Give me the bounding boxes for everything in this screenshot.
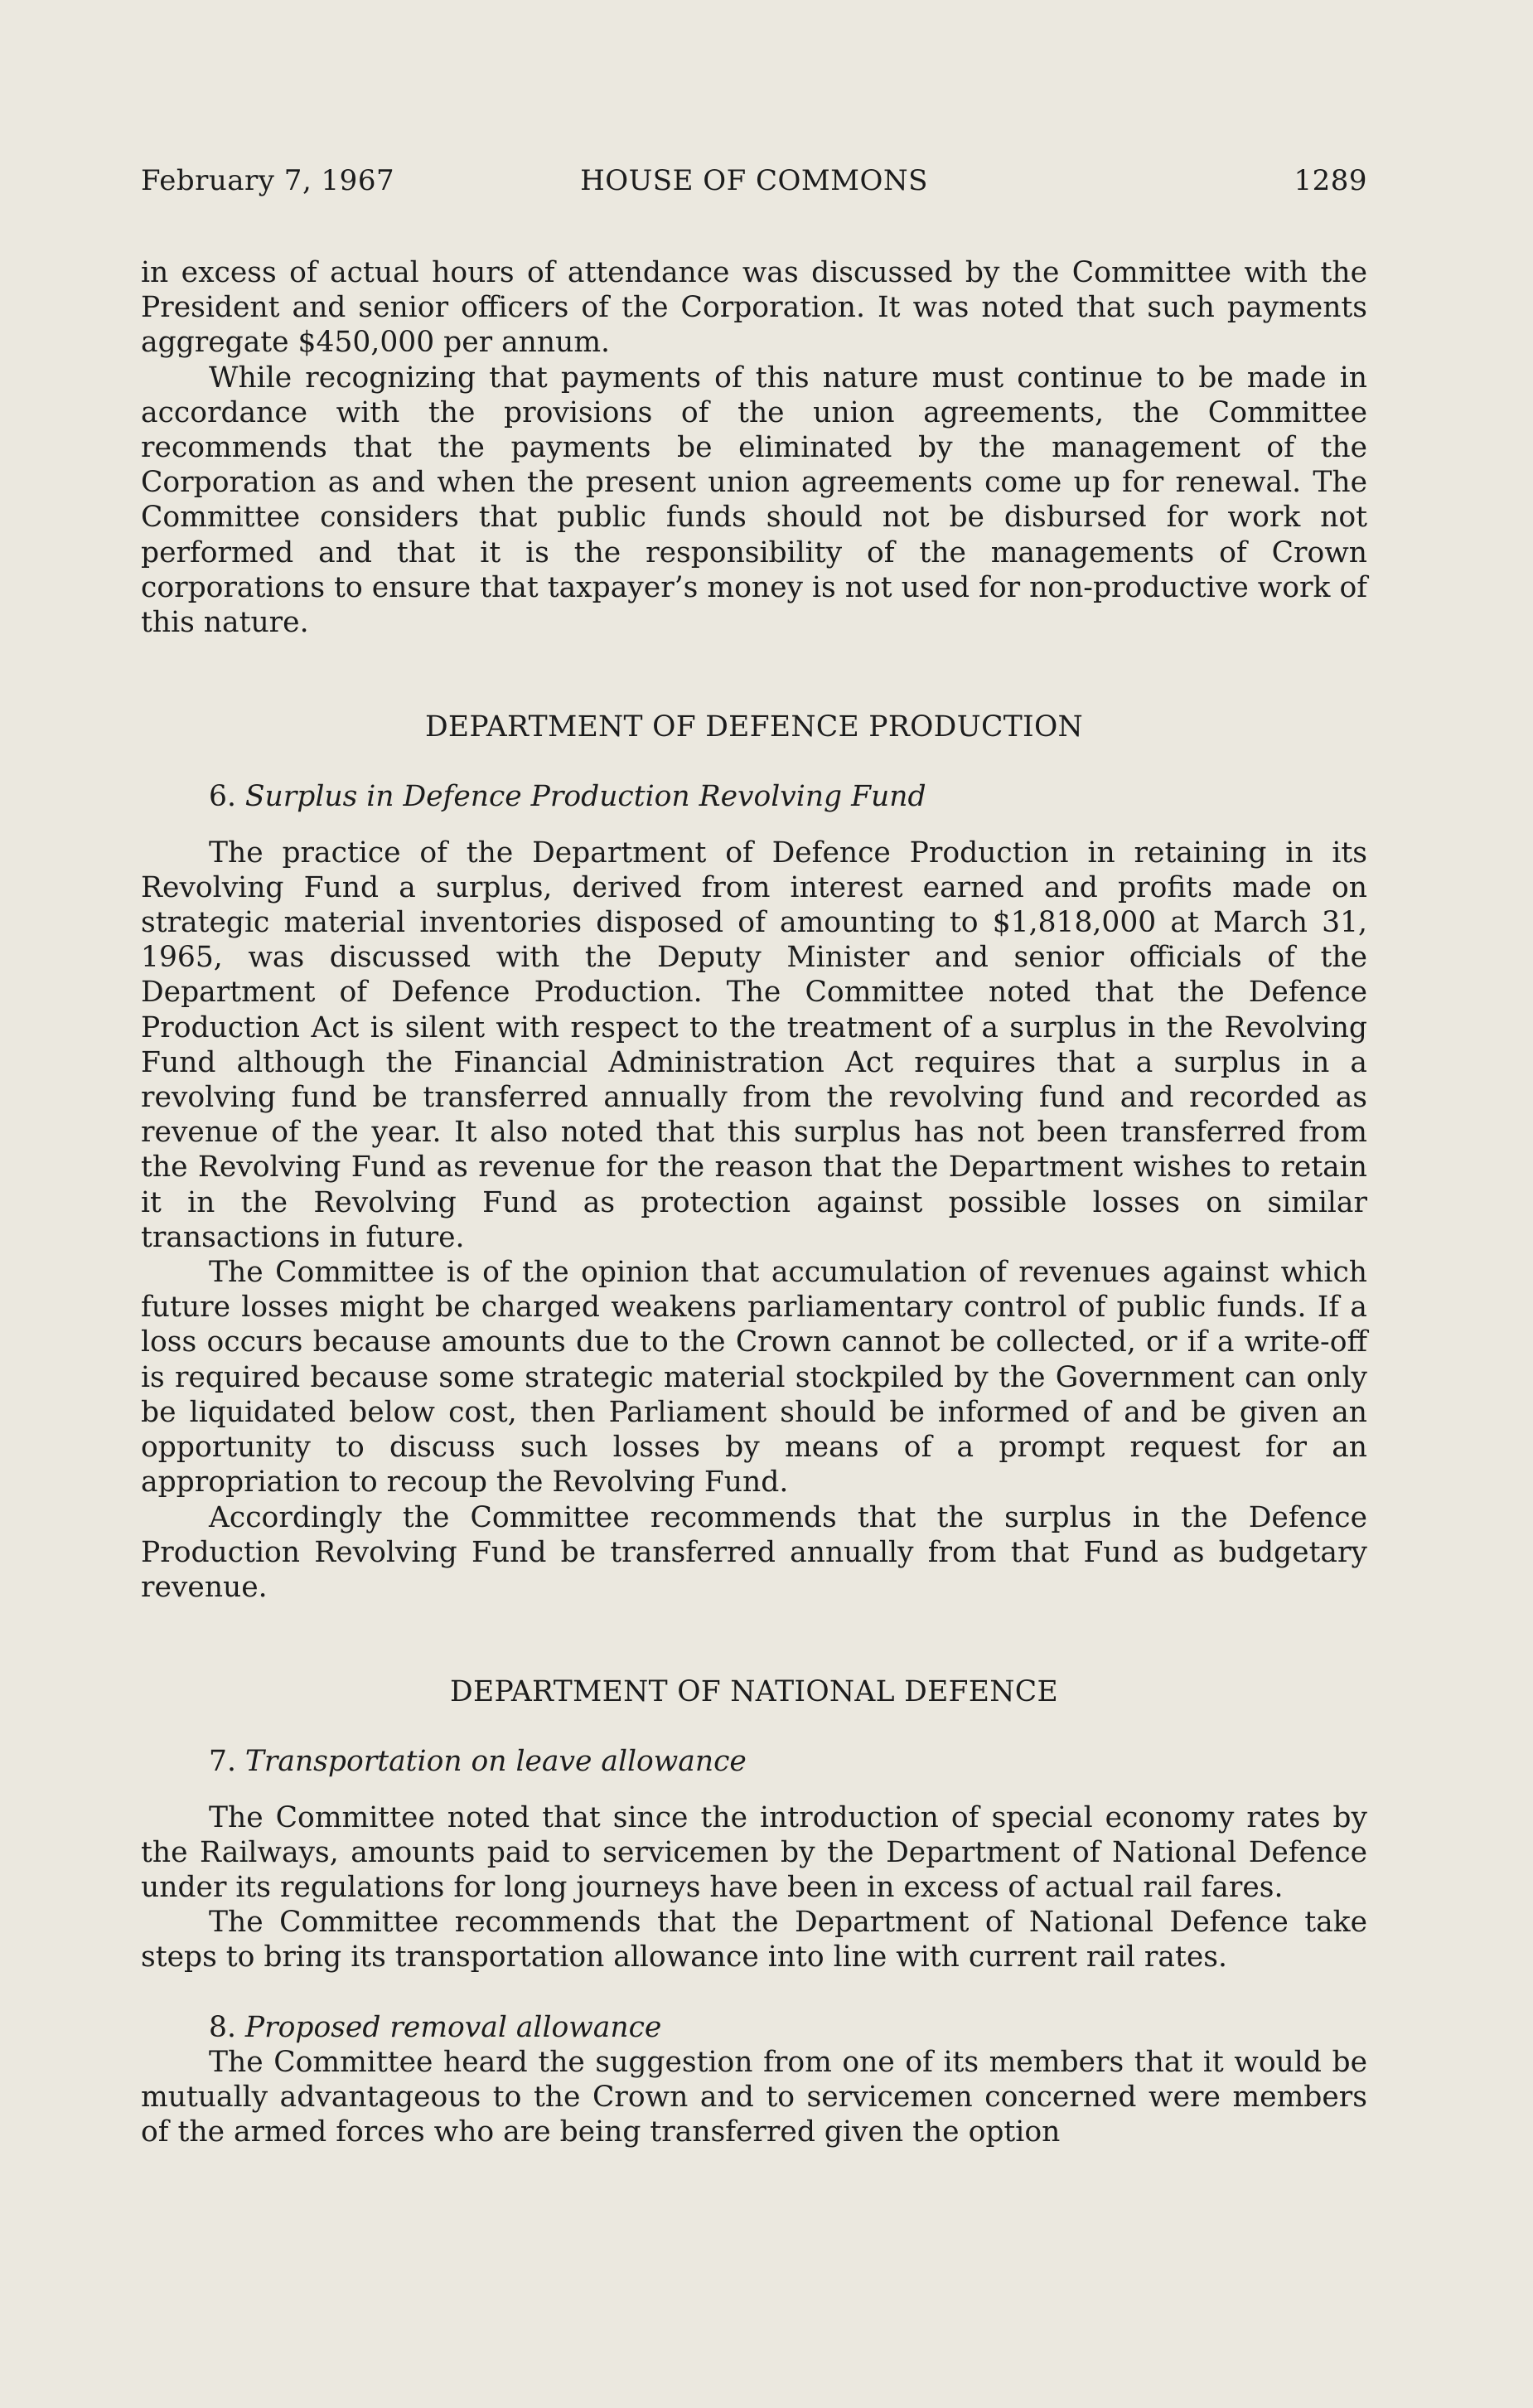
item-6-paragraph-1: The practice of the Department of Defence Production in retaining in its Revolving Fund a surplus, derived from interest earned and profits made on strategic material inventories disposed of amounting to $1,818,000 at March 31, 1965, was discussed with the Deputy Minister and senior officials of the Department of Defence Production. The Committee noted that the Defence Production Act is silent with respect to the treatment of a surplus in the Revolving Fund although the Financial Administration Act requires that a surplus in a revolving fund be transferred annually from the revolving fund and recorded as revenue of the year. It also noted that this surplus has not been transferred from the Revolving Fund as revenue for the reason that the Department wishes to retain it in the Revolving Fund as protection against possible losses on similar transactions in future. [141,836,1367,1254]
item-6-number: 6. [209,780,236,814]
header-date: February 7, 1967 [141,164,395,197]
item-8-number: 8. [209,2010,236,2044]
intro-paragraph-1: in excess of actual hours of attendance was discussed by the Committee with the President and senior officers of the Corporation. It was noted that such payments aggregate $450,000 per annum. [141,256,1367,360]
item-8-title: Proposed removal allowance [244,2010,662,2044]
item-6-heading [141,779,1367,814]
header-title: HOUSE OF COMMONS [580,164,928,197]
item-8-heading [141,2010,1367,2045]
item-7-paragraph-2: The Committee recommends that the Department of National Defence take steps to bring its transportation allowance into line with current rail rates. [141,1906,1367,1974]
section-heading-national-defence: DEPARTMENT OF NATIONAL DEFENCE [450,1675,1058,1709]
item-7-heading [141,1744,1367,1779]
item-7-paragraph-1: The Committee noted that since the introduction of special economy rates by the Railways, amounts paid to servicemen by the Department of National Defence under its regulations for long journeys have been in excess of actual rail fares. [141,1800,1367,1904]
item-7-title: Transportation on leave allowance [244,1745,747,1779]
item-8-paragraph-1: The Committee heard the suggestion from one of its members that it would be mutually advantageous to the Crown and to servicemen concerned were members of the armed forces who are being transferred given the option [141,2045,1367,2149]
running-header [141,164,1367,206]
intro-paragraph-2: While recognizing that payments of this nature must continue to be made in accordance with the provisions of the union agreements, the Committee recommends that the payments be eliminated by the management of the Corporation as and when the present union agreements come up for renewal. The Committee considers that public funds should not be disbursed for work not performed and that it is the responsibility of the managements of Crown corporations to ensure that taxpayer’s money is not used for non-productive work of this nature. [141,361,1367,640]
section-heading-defence-production: DEPARTMENT OF DEFENCE PRODUCTION [424,710,1084,744]
item-7-number: 7. [209,1745,236,1779]
item-6-title: Surplus in Defence Production Revolving Fund [244,780,926,814]
page-number: 1289 [1294,164,1367,197]
item-6-paragraph-3: Accordingly the Committee recommends that the surplus in the Defence Production Revolving Fund be transferred annually from that Fund as budgetary revenue. [141,1500,1367,1604]
page-body [141,255,1367,2149]
item-6-paragraph-2: The Committee is of the opinion that accumulation of revenues against which future losses might be charged weakens parliamentary control of public funds. If a loss occurs because amounts due to the Crown cannot be collected, or if a write-off is required because some strategic material stockpiled by the Government can only be liquidated below cost, then Parliament should be informed of and be given an opportunity to discuss such losses by means of a prompt request for an appropriation to recoup the Revolving Fund. [141,1256,1367,1500]
